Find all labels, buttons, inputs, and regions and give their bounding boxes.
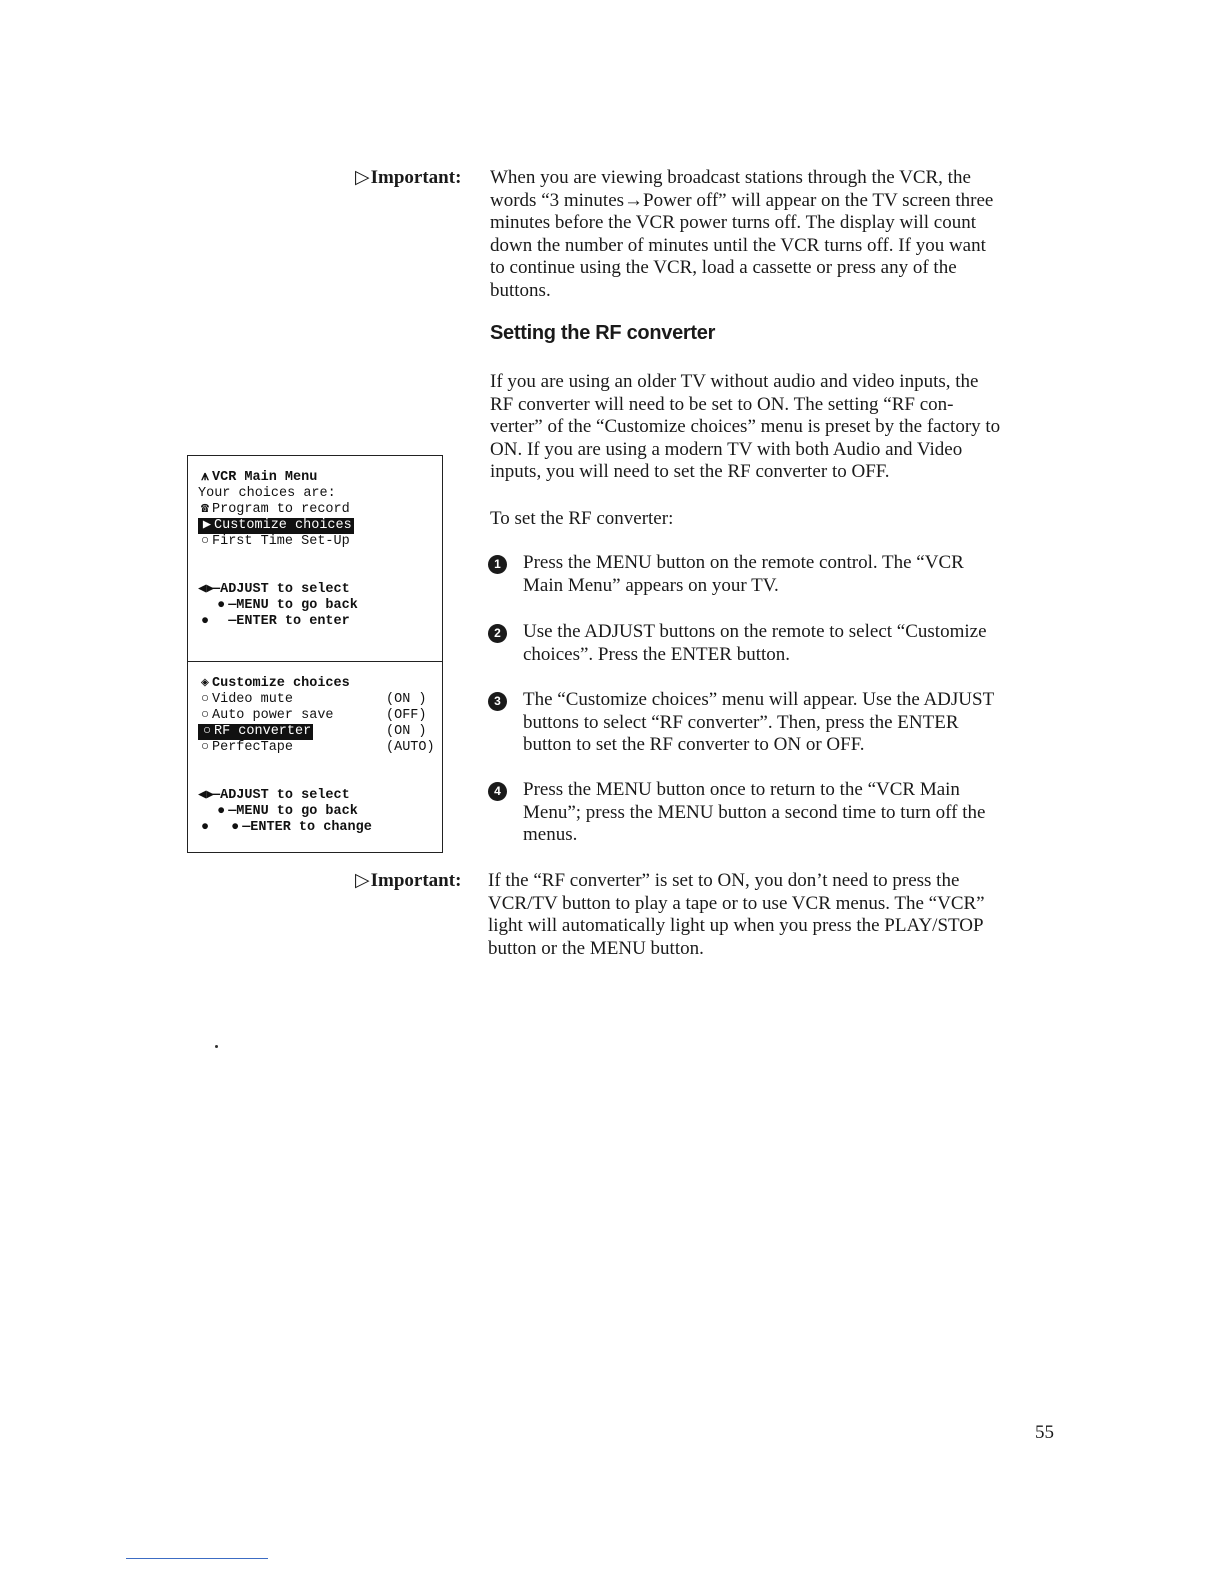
arrow-icon: ▶ — [202, 518, 212, 533]
screen-subtitle: Your choices are: — [198, 486, 336, 501]
important-text-2: If the “RF converter” is set to ON, you don’t need to press the VCR/TV button to play a tape or to use VCR menus. The “VCR” light will automatically light up when you press the PLAY/STOP button or the MENU button. — [488, 870, 985, 959]
menu-item-rf-converter: ○ RF converter (ON ) — [188, 724, 442, 740]
button-icon: ● — [217, 598, 226, 613]
hint-enter: ● ● —ENTER to change — [188, 820, 442, 836]
clock-icon: ☎ — [200, 502, 210, 517]
hint-menu: ● —MENU to go back — [188, 804, 442, 820]
menu-item-video-mute: ○ Video mute (ON ) — [188, 692, 442, 708]
important-label-1: ▷Important: — [355, 167, 462, 188]
hint-adjust: ◀▶—ADJUST to select — [198, 788, 350, 803]
important-label-2: ▷Important: — [355, 870, 462, 891]
menu-item-auto-power-save: ○ Auto power save (OFF) — [188, 708, 442, 724]
triangle-icon: ▷ — [355, 870, 370, 891]
vcr-logo-icon: ⩚ — [201, 470, 209, 485]
menu-item-perfectape: ○ PerfecTape (AUTO) — [188, 740, 442, 756]
important-text-1: When you are viewing broadcast stations through the VCR, the words “3 minutes→Power off” will appear on the TV screen three minutes before the VCR power turns off. The display will count down the number of minutes until the VCR turns off. If you want to continue using the VCR, load a cassette or press any of the buttons. — [490, 167, 994, 301]
intro-paragraph: If you are using an older TV without audio and video inputs, the RF converter will need to be set to ON. The setting “RF con- verter” of the “Customize choices” menu is preset by the factory to ON. If you are using a modern TV with both Audio and Video inputs, you will need to set the RF converter to OFF. — [490, 371, 1001, 483]
hint-adjust: ◀▶—ADJUST to select — [198, 582, 350, 597]
hint-menu: ● —MENU to go back — [188, 598, 442, 614]
menu-item-first-time: ○ First Time Set-Up — [188, 534, 442, 550]
menu-icon: ◈ — [200, 676, 210, 691]
screen-title: ⩚ VCR Main Menu — [188, 470, 442, 486]
button-icon: ● — [200, 820, 210, 835]
to-set-line: To set the RF converter: — [490, 508, 674, 529]
circle-icon: ○ — [202, 724, 212, 739]
adjust-buttons-icon: ◀▶ — [198, 788, 215, 803]
stray-dot — [215, 1045, 218, 1048]
button-icon: ● — [200, 614, 210, 629]
page-number: 55 — [1035, 1422, 1054, 1443]
circle-icon: ○ — [200, 534, 210, 549]
section-heading: Setting the RF converter — [490, 322, 716, 344]
step-number-badge: 1 — [488, 555, 507, 574]
triangle-icon: ▷ — [355, 167, 370, 188]
customize-choices-screen — [187, 661, 443, 853]
button-icon: ● — [231, 820, 240, 835]
menu-item-program: ☎ Program to record — [188, 502, 442, 518]
step-number-badge: 3 — [488, 692, 507, 711]
circle-icon: ○ — [200, 692, 210, 707]
button-icon: ● — [217, 804, 226, 819]
circle-icon: ○ — [200, 740, 210, 755]
footer-rule — [126, 1558, 268, 1559]
circle-icon: ○ — [200, 708, 210, 723]
hint-enter: ● —ENTER to enter — [188, 614, 442, 630]
vcr-main-menu-screen — [187, 455, 443, 665]
menu-item-customize: ▶ Customize choices — [188, 518, 442, 534]
step-number-badge: 2 — [488, 624, 507, 643]
screen-title: ◈ Customize choices — [188, 676, 442, 692]
adjust-buttons-icon: ◀▶ — [198, 582, 215, 597]
step-number-badge: 4 — [488, 782, 507, 801]
